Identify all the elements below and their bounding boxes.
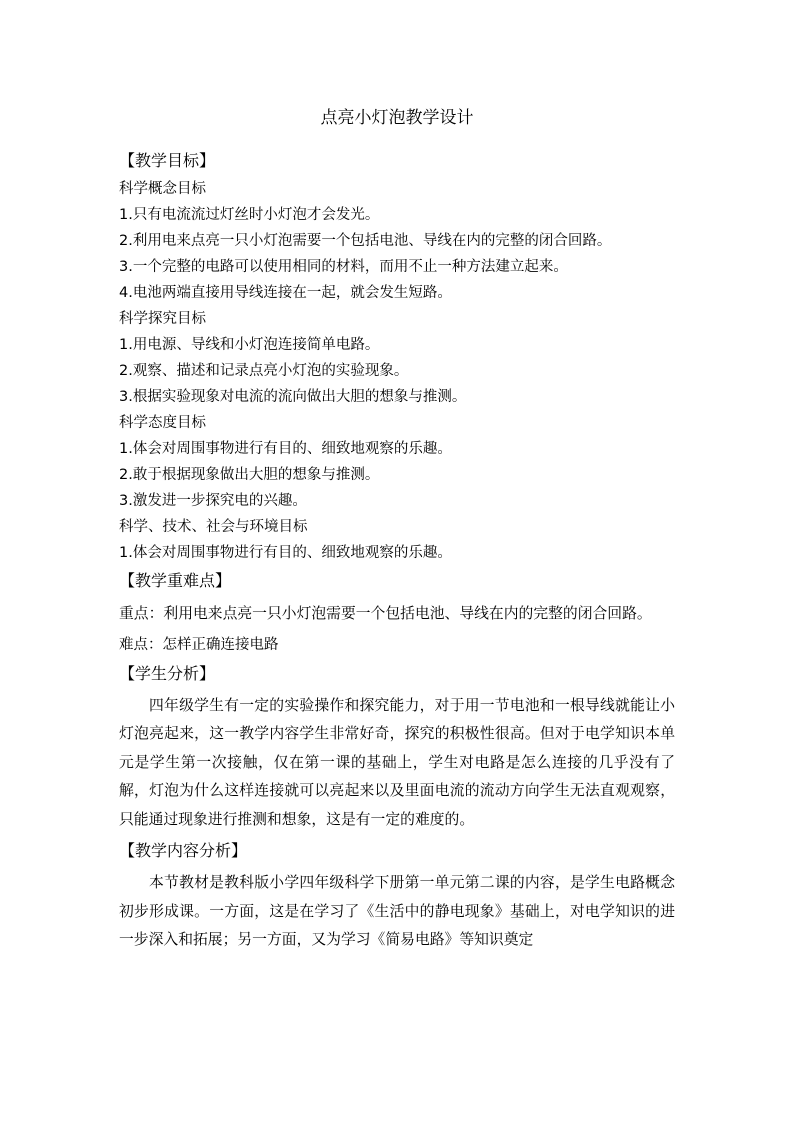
key-point-text: 重点：利用电来点亮一只小灯泡需要一个包括电池、导线在内的完整的闭合回路。 [119, 605, 652, 622]
subheading-attitude-goals: 科学态度目标 [119, 415, 206, 431]
list-item: 2.利用电来点亮一只小灯泡需要一个包括电池、导线在内的完整的闭合回路。 [119, 233, 612, 249]
students-analysis-text: 四年级学生有一定的实验操作和探究能力，对于用一节电池和一根导线就能让小灯泡亮起来，这一教学内容学生非常好奇，探究的积极性很高。但对于电学知识本单元是学生第一次接触，仅在第一课的基础上，学生对电路是怎么连接的几乎没有了解，灯泡为什么这样连接就可以亮起来以及里面电流的流动方向学生无法直观观察，只能通过现象进行推测和想象，这是有一定的难度的。 [119, 696, 675, 828]
content-analysis-text: 本节教材是教科版小学四年级科学下册第一单元第二课的内容，是学生电路概念初步形成课。一方面，这是在学习了《生活中的静电现象》基础上，对电学知识的进一步深入和拓展；另一方面，又为学习《简易电路》等知识奠定 [119, 874, 675, 948]
section-heading-students: 【学生分析】 [119, 663, 216, 683]
list-item: 2.敢于根据现象做出大胆的想象与推测。 [119, 467, 380, 483]
subheading-inquiry-goals: 科学探究目标 [119, 311, 206, 327]
subheading-concept-goals: 科学概念目标 [119, 181, 206, 197]
document-title: 点亮小灯泡教学设计 [320, 108, 474, 128]
section-heading-objectives: 【教学目标】 [119, 151, 216, 170]
list-item: 3.根据实验现象对电流的流向做出大胆的想象与推测。 [119, 389, 467, 405]
difficulty-text: 难点：怎样正确连接电路 [119, 636, 279, 653]
section-heading-content: 【教学内容分析】 [119, 841, 248, 860]
document-body [119, 146, 675, 957]
list-item: 3.激发进一步探究电的兴趣。 [119, 493, 307, 509]
list-item: 2.观察、描述和记录点亮小灯泡的实验现象。 [119, 363, 409, 379]
list-item: 3.一个完整的电路可以使用相同的材料，而用不止一种方法建立起来。 [119, 259, 568, 275]
section-heading-key-points: 【教学重难点】 [119, 571, 232, 590]
list-item: 1.用电源、导线和小灯泡连接简单电路。 [119, 337, 380, 353]
subheading-sts-goals: 科学、技术、社会与环境目标 [119, 519, 308, 535]
list-item: 1.体会对周围事物进行有目的、细致地观察的乐趣。 [119, 545, 452, 561]
list-item: 1.只有电流流过灯丝时小灯泡才会发光。 [119, 207, 380, 223]
list-item: 1.体会对周围事物进行有目的、细致地观察的乐趣。 [119, 441, 452, 457]
list-item: 4.电池两端直接用导线连接在一起，就会发生短路。 [119, 285, 452, 301]
